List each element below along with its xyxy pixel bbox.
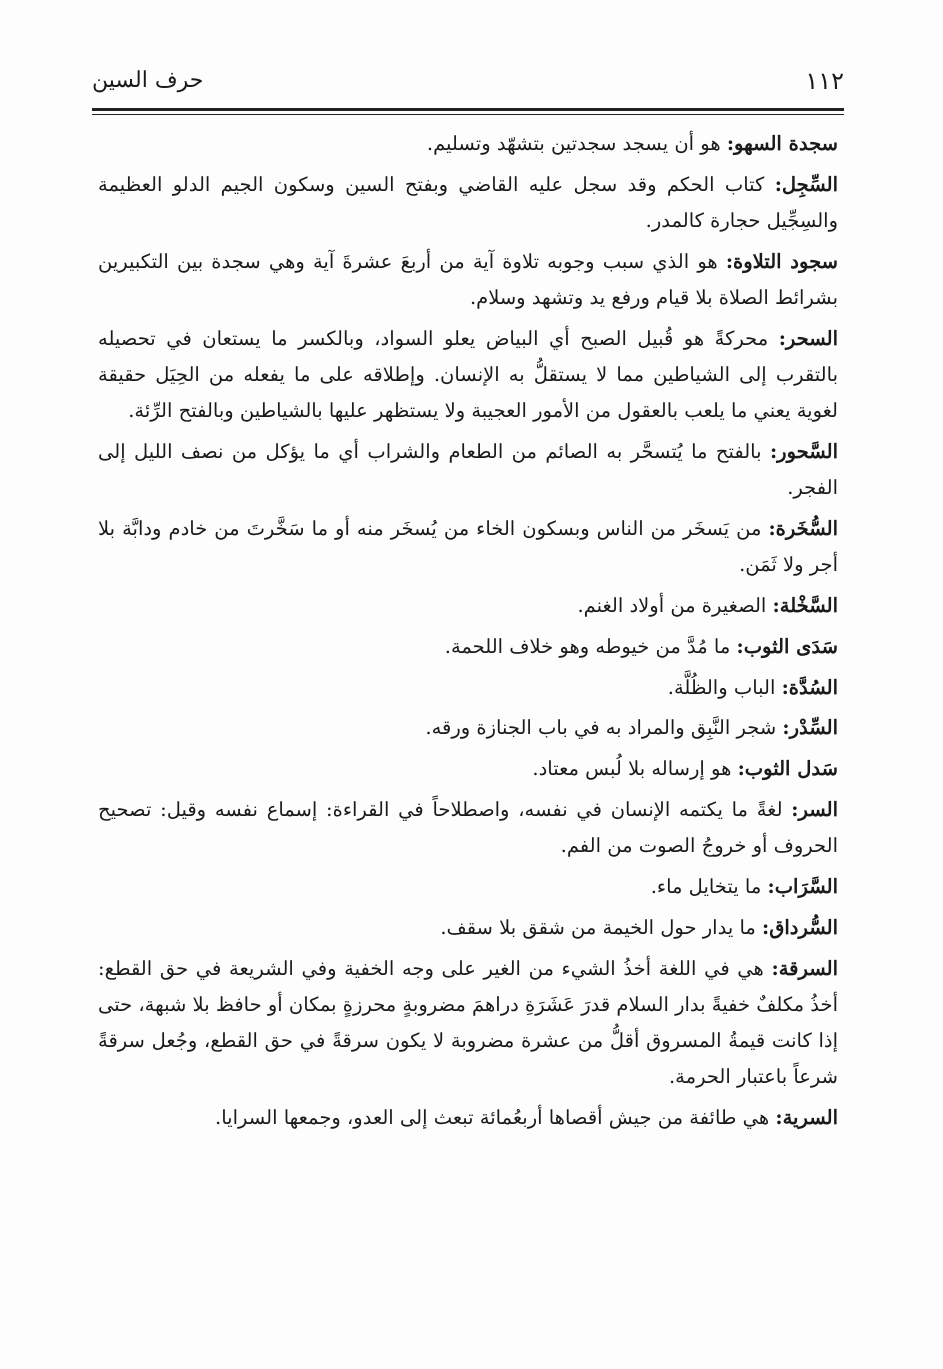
entry-term: السُّخَرة: [768, 517, 838, 540]
dictionary-entries [98, 126, 838, 1141]
entry-definition: هو أن يسجد سجدتين بتشهّد وتسليم. [426, 132, 727, 155]
entry-definition: الباب والظُلَّة. [667, 675, 782, 699]
entry-al-sirr [98, 792, 838, 864]
entry-definition: كتاب الحكم وقد سجل عليه القاضي وبفتح السين وسكون الجيم الدلو العظيمة والسِجِّيل حجارة كالمدر. [98, 172, 838, 232]
entry-term: السُّرداق: [762, 915, 838, 939]
entry-definition: الصغيرة من أولاد الغنم. [577, 594, 773, 617]
entry-term: السَّخْلة: [772, 594, 838, 617]
entry-definition: لغةً ما يكتمه الإنسان في نفسه، واصطلاحاً في القراءة: إسماع نفسه وقيل: تصحيح الحروف أو خروجُ الصوت من الفم. [98, 797, 838, 858]
header-rule-thick [92, 108, 844, 111]
entry-term: السَّرَاب: [767, 874, 838, 898]
entry-sujud-al-tilawa [98, 244, 838, 316]
entry-term: السر: [791, 797, 838, 821]
entry-term: السِّجِل: [774, 172, 838, 196]
entry-definition: ما مُدَّ من خيوطه وهو خلاف اللحمة. [444, 634, 737, 658]
entry-term: السِّدْر: [782, 716, 838, 740]
entry-definition: شجر النَّبِق والمراد به في باب الجنازة ورقه. [425, 716, 783, 740]
entry-al-sudda [98, 670, 838, 706]
entry-term: السرية: [775, 1105, 838, 1129]
entry-al-sarab [98, 869, 838, 905]
entry-definition: ما يدار حول الخيمة من شقق بلا سقف. [440, 915, 763, 939]
entry-definition: هي في اللغة أخذُ الشيء من الغير على وجه الخفية وفي الشريعة في حق القطع: أخذُ مكلفٌ خفيةً بدار السلام قدرَ عَشَرَةِ دراهمَ مضروبةٍ محرزةٍ بمكان أو حافظ بلا شبهة، حتى إذا كانت قيمةُ المسروق أقلُّ من عشرة مضروبة لا يكون سرقةً في حق القطع، وجُعل سرقةً شرعاً باعتبار الحرمة. [98, 956, 838, 1089]
entry-definition: هي طائفة من جيش أقصاها أربعُمائة تبعث إلى العدو، وجمعها السرايا. [215, 1105, 776, 1129]
header-rule-thin [92, 114, 844, 115]
entry-definition: بالفتح ما يُتسحَّر به الصائم من الطعام والشراب أي ما يؤكل من نصف الليل إلى الفجر. [98, 440, 838, 500]
entry-term: سَدَى الثوب: [736, 634, 838, 658]
entry-al-sijil [98, 167, 838, 239]
entry-al-sakhla [98, 588, 838, 624]
entry-term: السَّحور: [769, 440, 838, 463]
entry-al-surdaq [98, 910, 838, 946]
entry-al-sariyya [98, 1100, 838, 1136]
entry-term: السحر: [778, 326, 838, 350]
running-title: حرف السين [92, 68, 204, 93]
entry-definition: هو إرساله بلا لُبس معتاد. [532, 757, 738, 781]
entry-term: سجدة السهو: [726, 132, 838, 155]
entry-definition: ما يتخايل ماء. [650, 874, 768, 898]
entry-term: سَدل الثوب: [737, 757, 838, 781]
entry-sadl-al-thawb [98, 751, 838, 787]
entry-al-sahur [98, 434, 838, 506]
entry-term: السرقة: [771, 956, 838, 980]
entry-definition: محركةً هو قُبيل الصبح أي البياض يعلو السواد، وبالكسر ما يستعان في تحصيله بالتقرب إلى الشياطين مما لا يستقلُّ به الإنسان. وإطلاقه على ما يفعله من الحِيَل حقيقة لغوية يعني ما يلعب بالعقول من الأمور العجيبة ولا يستظهر عليها بالشياطين وبالفتح الرِّئة. [98, 326, 838, 423]
entry-definition: هو الذي سبب وجوبه تلاوة آية من أربعَ عشرةَ آية وهي سجدة بين التكبيرين بشرائط الصلاة بلا قيام ورفع يد وتشهد وسلام. [98, 249, 838, 309]
entry-sajdat-al-sahw [98, 126, 838, 162]
entry-al-sidr [98, 710, 838, 746]
page-number: ١١٢ [805, 67, 844, 95]
entry-definition: من يَسخَر من الناس وبسكون الخاء من يُسخَر منه أو ما سَخَّرتَ من خادم ودابَّة بلا أجر ولا ثَمَن. [98, 517, 838, 577]
page-header [92, 66, 844, 106]
entry-term: سجود التلاوة: [725, 249, 838, 273]
entry-al-sariqa [98, 951, 838, 1096]
entry-sada-al-thawb [98, 629, 838, 665]
entry-al-sukhra [98, 511, 838, 583]
entry-term: السُدَّة: [781, 675, 838, 699]
entry-al-sahar [98, 321, 838, 430]
